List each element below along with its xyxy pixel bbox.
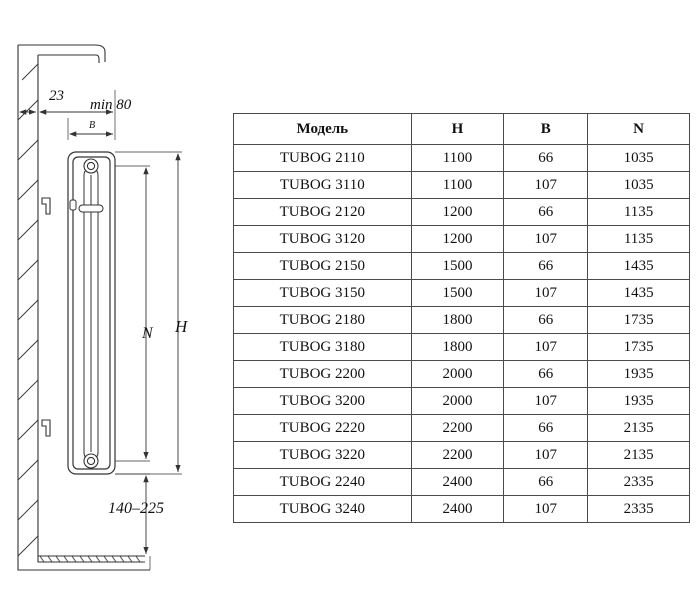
cell-h: 2200 [411,415,504,442]
cell-b: 66 [504,469,588,496]
cell-n: 2335 [588,469,690,496]
table-row [234,415,690,442]
table-header-row [234,114,690,145]
cell-n: 1035 [588,172,690,199]
table-row [234,172,690,199]
cell-n: 2335 [588,496,690,523]
cell-n: 1035 [588,145,690,172]
cell-b: 107 [504,388,588,415]
table-row [234,361,690,388]
cell-b: 107 [504,442,588,469]
cell-n: 1735 [588,334,690,361]
cell-n: 1135 [588,226,690,253]
cell-n: 1735 [588,307,690,334]
cell-model: TUBOG 3220 [234,442,412,469]
cell-h: 2000 [411,388,504,415]
cell-h: 1200 [411,226,504,253]
cell-h: 1800 [411,307,504,334]
cell-model: TUBOG 3150 [234,280,412,307]
cell-h: 1100 [411,172,504,199]
cell-n: 1435 [588,280,690,307]
dimension-label-min-clearance: min 80 [90,97,132,113]
dimension-label-n: N [142,325,153,342]
cell-h: 1100 [411,145,504,172]
cell-b: 66 [504,361,588,388]
model-specification-table [233,113,690,523]
cell-b: 107 [504,226,588,253]
technical-drawing [0,0,235,613]
column-header-model: Модель [234,114,412,145]
cell-model: TUBOG 2180 [234,307,412,334]
cell-n: 2135 [588,415,690,442]
cell-h: 2400 [411,469,504,496]
dimension-label-h: H [175,317,188,336]
table-row [234,199,690,226]
table-row [234,307,690,334]
cell-h: 1200 [411,199,504,226]
cell-b: 66 [504,307,588,334]
table-row [234,496,690,523]
table-row [234,388,690,415]
cell-model: TUBOG 3120 [234,226,412,253]
table-row [234,280,690,307]
column-header-h: H [411,114,504,145]
table-row [234,442,690,469]
cell-n: 1435 [588,253,690,280]
table-row [234,334,690,361]
cell-n: 1135 [588,199,690,226]
cell-model: TUBOG 2110 [234,145,412,172]
cell-model: TUBOG 2120 [234,199,412,226]
dimension-label-floor-range: 140–225 [108,500,164,517]
cell-b: 107 [504,496,588,523]
dimension-label-b: B [89,120,96,131]
cell-model: TUBOG 2220 [234,415,412,442]
table-row [234,226,690,253]
cell-model: TUBOG 3110 [234,172,412,199]
cell-model: TUBOG 2240 [234,469,412,496]
cell-n: 1935 [588,388,690,415]
cell-b: 66 [504,415,588,442]
table-row [234,145,690,172]
cell-b: 107 [504,280,588,307]
cell-b: 107 [504,334,588,361]
cell-model: TUBOG 2200 [234,361,412,388]
column-header-n: N [588,114,690,145]
table-row [234,469,690,496]
column-header-b: B [504,114,588,145]
cell-model: TUBOG 3240 [234,496,412,523]
cell-model: TUBOG 3200 [234,388,412,415]
cell-n: 1935 [588,361,690,388]
cell-model: TUBOG 3180 [234,334,412,361]
cell-h: 1800 [411,334,504,361]
table-row [234,253,690,280]
cell-b: 66 [504,253,588,280]
cell-h: 1500 [411,280,504,307]
cell-model: TUBOG 2150 [234,253,412,280]
cell-h: 2200 [411,442,504,469]
cell-b: 66 [504,145,588,172]
cell-h: 1500 [411,253,504,280]
cell-b: 107 [504,172,588,199]
cell-b: 66 [504,199,588,226]
cell-h: 2400 [411,496,504,523]
cell-h: 2000 [411,361,504,388]
dimension-label-offset: 23 [49,88,64,104]
spec-table-container [233,113,690,523]
cell-n: 2135 [588,442,690,469]
